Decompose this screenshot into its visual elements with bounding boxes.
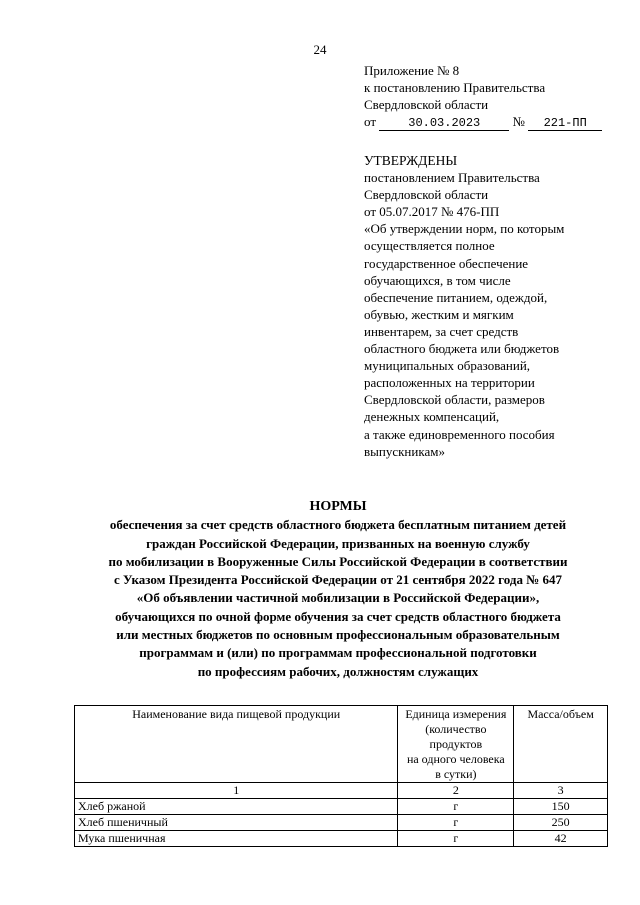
norms-line: программам и (или) по программам профессиональной подготовки: [139, 645, 537, 661]
header-mass: Масса/объем: [514, 706, 608, 783]
approved-line: Свердловской области: [364, 187, 489, 203]
approved-line: «Об утверждении норм, по которым: [364, 221, 565, 237]
product-unit: г: [398, 799, 514, 815]
approved-line: областного бюджета или бюджетов: [364, 341, 560, 357]
appendix-date-number-line: [364, 113, 602, 131]
column-number-row: [75, 783, 608, 799]
appendix-line: Приложение № 8: [364, 63, 460, 78]
norms-line: граждан Российской Федерации, призванных на военную службу: [146, 535, 530, 551]
from-label: от: [364, 114, 377, 129]
approved-line: расположенных на территории: [364, 375, 535, 391]
approved-line: обучающихся, в том числе: [364, 272, 511, 288]
food-norms-table: [74, 705, 608, 847]
header-unit-line: в сутки): [435, 767, 477, 781]
appendix-block: [364, 62, 602, 131]
header-unit-line: продуктов: [429, 737, 483, 751]
table-row: [75, 815, 608, 831]
product-amount: 150: [514, 799, 608, 815]
product-name: Мука пшеничная: [75, 831, 398, 847]
approved-line: выпускникам»: [364, 443, 445, 459]
approved-line: инвентарем, за счет средств: [364, 323, 519, 339]
resolution-date: 30.03.2023: [379, 116, 509, 131]
header-unit-line: (количество: [425, 722, 487, 736]
norms-line: обучающихся по очной форме обучения за счет средств областного бюджета: [115, 608, 561, 624]
appendix-line: к постановлению Правительства: [364, 80, 546, 95]
product-amount: 42: [514, 831, 608, 847]
approved-line: государственное обеспечение: [364, 255, 529, 271]
header-unit-line: Единица измерения: [405, 707, 507, 721]
norms-line: с Указом Президента Российской Федерации от 21 сентября 2022 года № 647: [113, 572, 563, 588]
product-unit: г: [398, 831, 514, 847]
approved-line: а также единовременного пособия: [364, 426, 555, 442]
table-header-row: [75, 706, 608, 783]
header-unit: [398, 706, 514, 783]
approved-line: Свердловской области, размеров: [364, 392, 545, 408]
header-unit-line: на одного человека: [406, 752, 505, 766]
approved-line: постановлением Правительства: [364, 170, 540, 186]
norms-line: по профессиям рабочих, должностям служащих: [197, 663, 479, 679]
column-number: 2: [398, 783, 514, 799]
number-label: №: [512, 114, 525, 129]
approved-line: денежных компенсаций,: [364, 409, 500, 425]
product-name: Хлеб ржаной: [75, 799, 398, 815]
column-number: 3: [514, 783, 608, 799]
approved-line: осуществляется полное: [364, 238, 495, 254]
approved-heading: УТВЕРЖДЕНЫ: [364, 153, 458, 168]
product-unit: г: [398, 815, 514, 831]
norms-line: по мобилизации в Вооруженные Силы Российской Федерации в соответствии: [108, 553, 568, 569]
table-row: [75, 799, 608, 815]
norms-title: НОРМЫ: [309, 499, 367, 514]
norms-line: обеспечения за счет средств областного бюджета бесплатным питанием детей: [109, 517, 567, 533]
approved-line: муниципальных образований,: [364, 358, 531, 374]
table-row: [75, 831, 608, 847]
approved-line: от 05.07.2017 № 476-ПП: [364, 204, 500, 220]
header-product-name: Наименование вида пищевой продукции: [75, 706, 398, 783]
approved-block: [364, 152, 614, 460]
appendix-line: Свердловской области: [364, 97, 489, 112]
norms-heading-block: [60, 498, 616, 681]
page-number: 24: [313, 42, 327, 57]
resolution-number: 221-ПП: [528, 116, 602, 131]
norms-line: или местных бюджетов по основным профессиональным образовательным: [116, 627, 560, 643]
product-name: Хлеб пшеничный: [75, 815, 398, 831]
approved-line: обеспечение питанием, одеждой,: [364, 289, 548, 305]
approved-line: обувью, жестким и мягким: [364, 306, 514, 322]
product-amount: 250: [514, 815, 608, 831]
column-number: 1: [75, 783, 398, 799]
norms-line: «Об объявлении частичной мобилизации в Российской Федерации»,: [136, 590, 540, 606]
